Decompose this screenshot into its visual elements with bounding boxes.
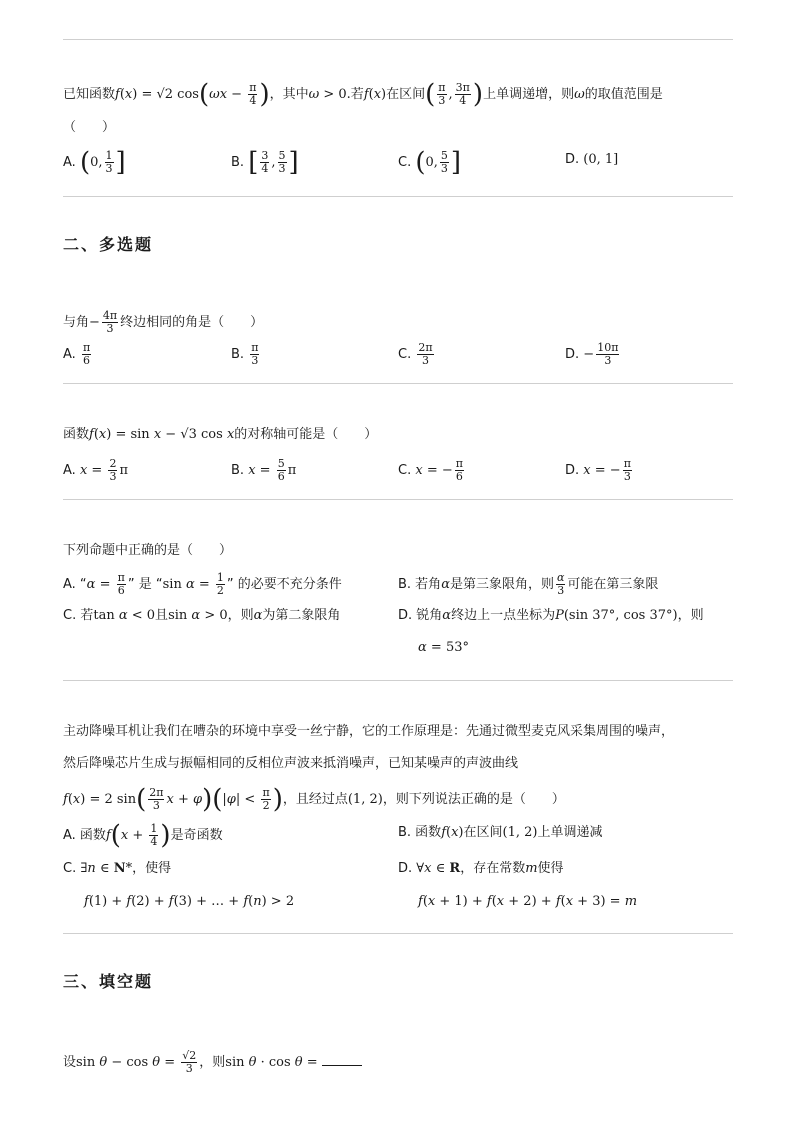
q1-option-a: A. (0, $\frac{1}{3}$ ] (63, 147, 126, 178)
divider (63, 196, 733, 197)
q1-option-d: D. (0, 1] (565, 152, 619, 167)
q6-stem: 设sin θ − cos θ = $\frac{√2}{3}$ ，则sin θ · cos θ = (63, 1050, 362, 1075)
q1-option-b: B. [ $\frac{3}{4}$ , $\frac{5}{3}$ ] (231, 147, 299, 178)
q5-line2: 然后降噪芯片生成与振幅相同的反相位声波来抵消噪声，已知某噪声的声波曲线 (63, 756, 519, 771)
section-title-multi: 二、多选题 (63, 235, 154, 254)
section-title-fill: 三、填空题 (63, 972, 154, 991)
q2-option-a: A. $\frac{\pi}{6}$ (63, 341, 91, 367)
q2-stem: 与角− $\frac{4\pi}{3}$ 终边相同的角是（ ） (63, 309, 264, 335)
divider (63, 383, 733, 384)
answer-blank[interactable] (322, 1053, 362, 1066)
q1-option-c: C. (0, $\frac{5}{3}$ ] (398, 147, 462, 178)
q5-line1: 主动降噪耳机让我们在嘈杂的环境中享受一丝宁静，它的工作原理是：先通过微型麦克风采集周围的噪声， (63, 724, 675, 739)
q2-option-d: D. − $\frac{10\pi}{3}$ (565, 341, 619, 367)
q5-option-d: D. ∀x ∈ R，存在常数m使得 (398, 861, 564, 876)
q3-option-a: A. x = $\frac{2}{3}$ π (63, 457, 128, 483)
q5-line3: f(x) = 2 sin( $\frac{2\pi}{3}$ x + φ)(|φ| < $\frac{\pi}{2}$ )，且经过点(1, 2)，则下列说法正确的是（ ） (63, 784, 565, 815)
q5-option-c-expr: f(1) + f(2) + f(3) + … + f(n) > 2 (84, 894, 295, 909)
q5-option-b: B. 函数f(x)在区间(1, 2)上单调递减 (398, 825, 603, 840)
q1-stem: 已知函数f(x) = √2 cos(ωx − $\frac{\pi}{4}$ )，其中ω > 0.若f(x)在区间( $\frac{\pi}{3}$ , $\frac{3\pi}{4}$ )上单调递增，则ω的取值范围是 (63, 79, 663, 110)
q3-option-d: D. x = − $\frac{\pi}{3}$ (565, 457, 631, 483)
q3-stem: 函数f(x) = sin x − √3 cos x的对称轴可能是（ ） (63, 427, 378, 442)
q4-option-d: D. 锐角α终边上一点坐标为P(sin 37°, cos 37°)，则 (398, 608, 704, 623)
q3-option-b: B. x = $\frac{5}{6}$ π (231, 457, 297, 483)
q5-option-c: C. ∃n ∈ N*，使得 (63, 861, 172, 876)
divider (63, 680, 733, 681)
q4-option-c: C. 若tan α < 0且sin α > 0，则α为第二象限角 (63, 608, 341, 623)
q4-option-d-cont: α = 53° (418, 640, 469, 655)
q2-option-b: B. $\frac{\pi}{3}$ (231, 341, 259, 367)
q3-option-c: C. x = − $\frac{\pi}{6}$ (398, 457, 463, 483)
q4-stem: 下列命题中正确的是（ ） (63, 543, 233, 558)
q1-stem-text: 已知函数 (63, 87, 116, 102)
q4-option-b: B. 若角α是第三象限角，则 $\frac{\alpha}{3}$ 可能在第三象限 (398, 571, 659, 597)
divider (63, 499, 733, 500)
q5-option-d-expr: f(x + 1) + f(x + 2) + f(x + 3) = m (418, 894, 638, 909)
q1-paren: （ ） (63, 120, 116, 135)
q5-option-a: A. 函数f(x + $\frac{1}{4}$ )是奇函数 (63, 820, 223, 851)
q4-option-a: A. “α = $\frac{\pi}{6}$ ” 是 “sin α = $\frac{1}{2}$ ” 的必要不充分条件 (63, 571, 342, 597)
divider-top (63, 39, 733, 40)
divider (63, 933, 733, 934)
q2-option-c: C. $\frac{2\pi}{3}$ (398, 341, 433, 367)
